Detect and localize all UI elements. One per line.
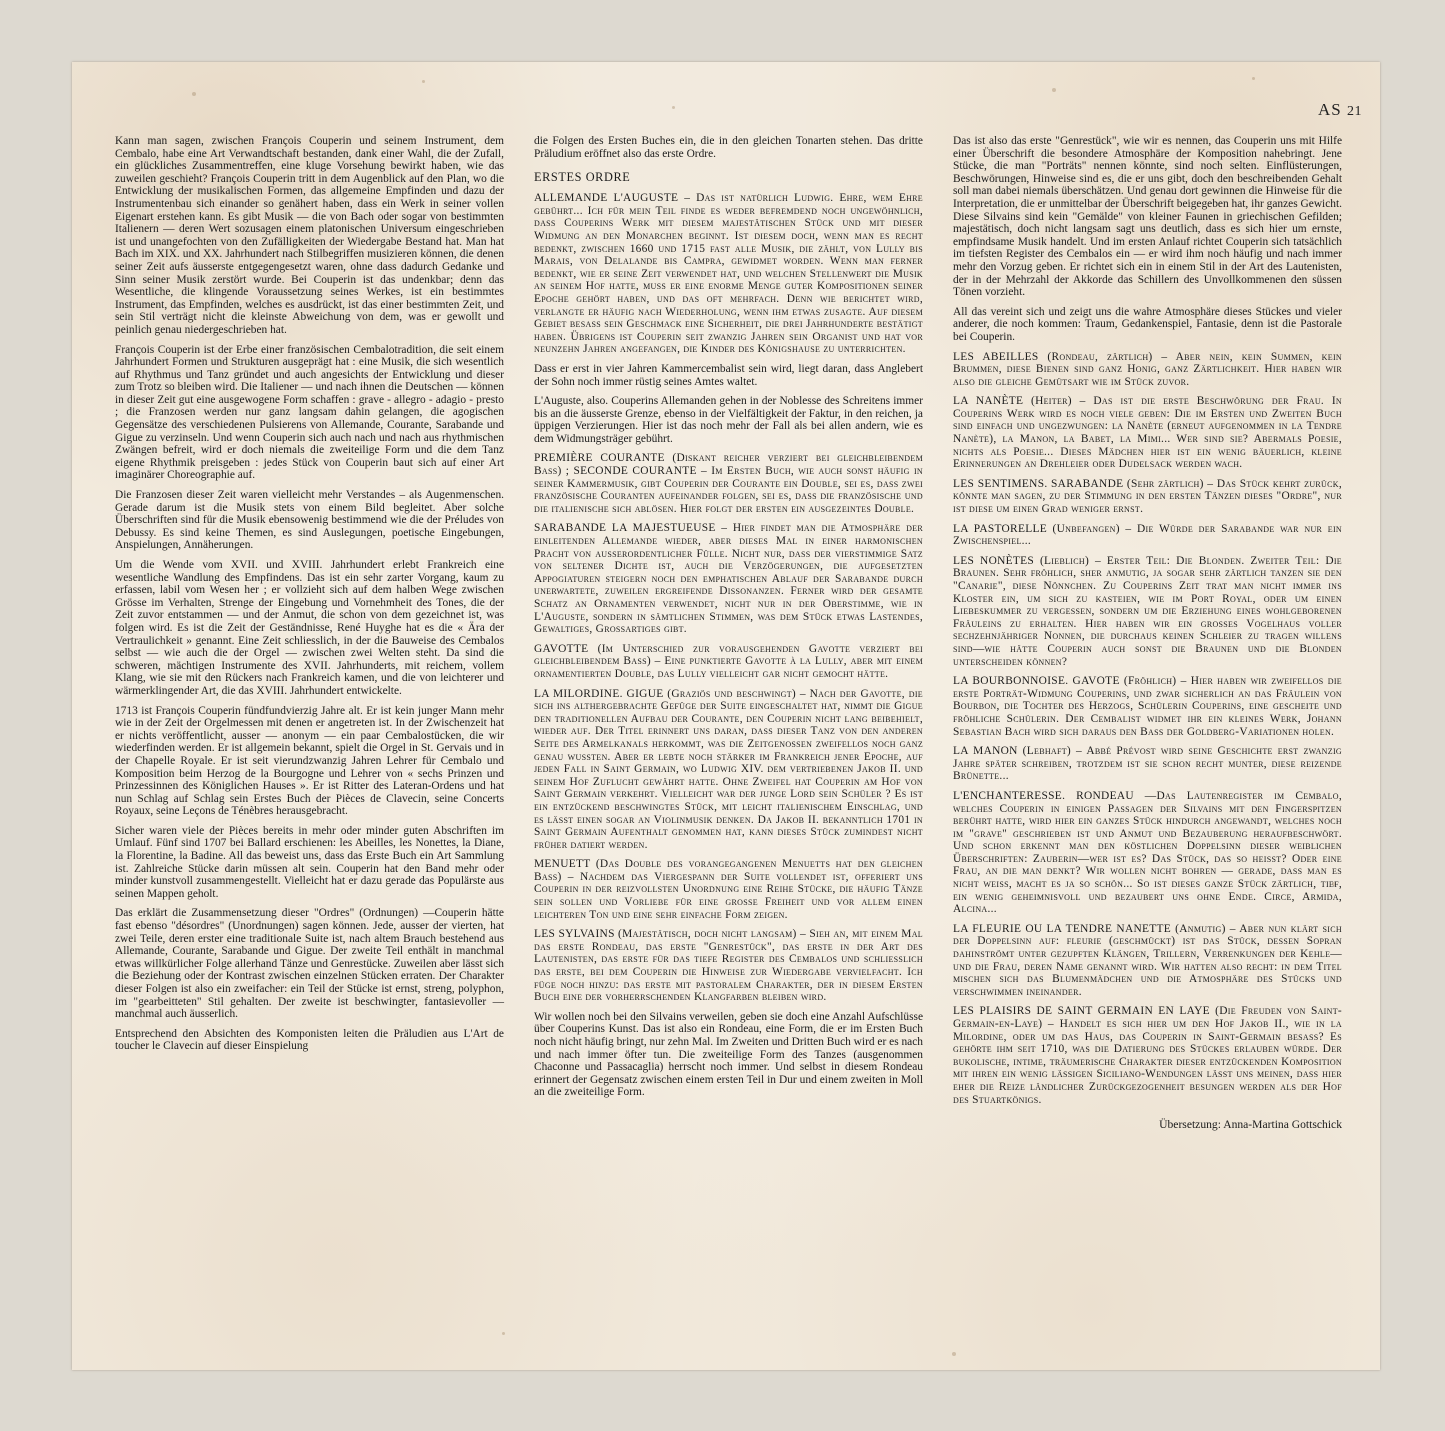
paragraph: L'ENCHANTERESSE. RONDEAU —Das Lautenregister im Cembalo, welches Couperin in einigen Passagen der Silvains mit den Fingerspitzen berührt hatte, wird hier ein ganzes Stück hindurch angewandt, welches noch im "grave" geschrieben ist und Anmut und Bezauberung heraufbeschwört. Und schon erkennt man den köstlichen Doppelsinn dieser weiblichen Überschriften: Zauberin—wer ist es? Das Stück, das so heisst? Oder eine Frau, an die man denkt? Wir wollen nicht bohren — gerade, dass man es nicht weiss, macht es ja so schön... So ist dieses ganze Stück zärtlich, tief, ein wenig geheimnisvoll und bezaubert uns ohne Ende. Circe, Armida, Alcina... <box>953 789 1342 916</box>
text-columns <box>115 135 1343 1131</box>
paragraph: LA PASTORELLE (Unbefangen) – Die Würde der Sarabande war nur ein Zwischenspiel... <box>953 522 1342 548</box>
paragraph: Das erklärt die Zusammensetzung dieser "Ordres" (Ordnungen) —Couperin hätte fast ebenso "désordres" (Unordnungen) sagen können. Jede, ausser der vierten, hat zwei Teile, deren erster eine traditionale Suite ist, nach altem Brauch bestehend aus Allemande, Courante, Sarabande und Gigue. Der zweite Teil enthält in manchmal etwas willkürlicher Folge allerhand Tänze und Genrestücke. Zuweilen aber lässt sich die Beziehung oder der Kontrast zwischen einzelnen Stücken erraten. Der Charakter dieser Folgen ist also ein zweifacher: ein Teil der Stücke ist ernst, streng, polyphon, im "gearbeitteten" Stil gehalten. Der zweite ist beschwingter, fantasievoller — manchmal auch äusserlich. <box>115 907 504 1021</box>
paragraph: GAVOTTE (Im Unterschied zur vorausgehenden Gavotte verziert bei gleichbleibendem Bass) – Eine punktierte Gavotte à la Lully, aber mit einem ornamentierten Double, das Lully vielleicht gar nicht gemocht hätte. <box>534 642 923 680</box>
paragraph: PREMIÈRE COURANTE (Diskant reicher verziert bei gleichbleibendem Bass) ; SECONDE COURANTE – Im Ersten Buch, wie auch sonst häufig in seiner Kammermusik, gibt Couperin der Courante ein Double, sei es, dass zwei französische Couranten aufeinander folgen, sei es, dass die französische und die italienische sich ablösen. Hier folgt der ersten ein ausgezeintes Double. <box>534 452 923 515</box>
paragraph: SARABANDE LA MAJESTUEUSE – Hier findet man die Atmosphäre der einleitenden Allemande wieder, aber dieses Mal in einer harmonischen Pracht von ausserordentlicher Fülle. Nicht nur, dass der vierstimmige Satz von seltener Dichte ist, auch die Verzögerungen, die aufgesetzten Appogiaturen steigern noch den emphatischen Ablauf der Sarabande durch unerwartete, zuweilen ergreifende Dissonanzen. Ferner wird der gesamte Schatz an Ornamenten verwendet, nicht nur in der Oberstimme, wie in L'Auguste, sondern in sämtlichen Stimmen, was dem Stück etwas Lastendes, Gewaltiges, Grossartiges gibt. <box>534 522 923 636</box>
paragraph: Um die Wende vom XVII. und XVIII. Jahrhundert erlebt Frankreich eine wesentliche Wandlung des Empfindens. Das ist ein sehr zarter Vorgang, kaum zu erfassen, labil vom Wesen her ; er vollzieht sich auf dem halben Wege zwischen Grösse im Verhalten, Strenge der Eingebung und Vornehmheit des Tones, die der Zeit zuvor entstammen — und der Anmut, die schon von dem gezeichnet ist, was folgen wird. Es ist die Zeit der Geständnisse, René Huyghe hat es die « Ära der Vertraulichkeit » genannt. Eine Zeit schliesslich, in der die Bauweise des Cembalos selbst — wie auch die der Orgel — zwischen zwei Welten steht. Da sind die schweren, mächtigen Instrumente des XVII. Jahrhunderts, mit reichem, vollem Klang, wie sie mit den Rückers nach Frankreich kamen, und die von leichterer und wärmerklingender Art, die das XVIII. Jahrhundert entwickelte. <box>115 559 504 697</box>
paragraph: LES ABEILLES (Rondeau, zärtlich) – Aber nein, kein Summen, kein Brummen, diese Bienen sind ganz Honig, ganz Zärtlichkeit. Hier haben wir also die gleiche Gemütsart wie im Stück zuvor. <box>953 350 1342 388</box>
paragraph: LES SENTIMENS. SARABANDE (Sehr zärtlich) – Das Stück kehrt zurück, könnte man sagen, zu der Stimmung in den ersten Tänzen dieses "Ordre", nur ist diese um einen Grad weniger ernst. <box>953 477 1342 516</box>
paragraph: die Folgen des Ersten Buches ein, die in den gleichen Tonarten stehen. Das dritte Präludium eröffnet also das erste Ordre. <box>534 135 923 160</box>
scanned-page <box>72 62 1380 1370</box>
paragraph: L'Auguste, also. Couperins Allemanden gehen in der Noblesse des Schreitens immer bis an die äusserste Grenze, ebenso in der Vielfältigkeit der Faktur, in den reichen, ja üppigen Verzierungen. Hier ist das noch mehr der Fall als bei allen andern, wie es dem Widmungsträger gebührt. <box>534 395 923 445</box>
column-1 <box>115 135 504 1131</box>
paragraph: LA FLEURIE OU LA TENDRE NANETTE (Anmutig) – Aber nun klärt sich der Doppelsinn auf: fleurie (geschmückt) ist das Stück, dessen Sopran dahinströmt unter gezupften Klängen, Trillern, Verrenkungen der Kehle—und die Frau, deren Name genannt wird. Wir hatten also recht: in dem Titel mischen sich das Blumenmädchen und die Atmosphäre des Stücks und verschwimmen ineinander. <box>953 922 1342 998</box>
paragraph: Sicher waren viele der Pièces bereits in mehr oder minder guten Abschriften im Umlauf. Fünf sind 1707 bei Ballard erschienen: les Abeilles, les Nonettes, la Diane, la Florentine, la Badine. All das beweist uns, dass das Erste Buch ein Art Sammlung ist. Zahlreiche Stücke darin müssen alt sein. Couperin hat den Band mehr oder minder kunstvoll zusammengestellt. Vielleicht hat er dazu gerade das Populärste aus seinen Mappen geholt. <box>115 824 504 900</box>
folio-label: AS <box>1318 100 1342 119</box>
paragraph: LA MILORDINE. GIGUE (Graziös und beschwingt) – Nach der Gavotte, die sich ins althergebrachte Gefüge der Suite eingeschaltet hat, nimmt die Gigue den traditionellen Aufbau der Courante, den Couperin nicht lang beibehielt, wieder auf. Der Titel erinnert uns daran, dass dieser Tanz von den anderen Seite des Armelkanals herkommt, was die Zeitgenossen zweifellos noch ganz genau wussten. Aber er lebte noch stärker im Frankreich jener Epoche, auf jeden Fall in Saint Germain, wo Ludwig XIV. dem vertriebenen Jakob II. und seinem Hof Zuflucht gewährt hatte. Ohne Zweifel hat Couperin am Hof von Saint Germain verkehrt. Vielleicht war der junge Lord sein Schüler ? Es ist ein entzückend beschwingtes Stück, mit leicht italienischem Einschlag, und es lässt einen sogar an Violinmusik denken. Da Jakob II. bekanntlich 1701 in Saint Germain Aufenthalt genommen hat, kann dieses Stück zumindest nicht früher datiert werden. <box>534 687 923 851</box>
paragraph: Entsprechend den Absichten des Komponisten leiten die Präludien aus L'Art de toucher le Clavecin auf dieser Einspielung <box>115 1027 504 1053</box>
paragraph: LA NANÈTE (Heiter) – Das ist die erste Beschwörung der Frau. In Couperins Werk wird es noch viele geben: Die im Ersten und Zweiten Buch sind einfach und ungezwungen: la Nanète (erneut aufgenommen in la Tendre Nanète), la Manon, la Babet, la Mimi... Wer sind sie? Abermals Poesie, nichts als Poesie... Dieses Mädchen hier ist ein wenig bäuerlich, kleine Erinnerungen an Drehleier oder Dudelsack werden wach. <box>953 395 1342 471</box>
paragraph: ALLEMANDE L'AUGUSTE – Das ist natürlich Ludwig. Ehre, wem Ehre gebührt... Ich für mein Teil finde es weder befremdend noch ungewöhnlich, dass Couperins Werk mit diesem majestätischen Stück und mit dieser Widmung an den Monarchen beginnt. Ist diesem doch, wenn man es recht bedenkt, zwischen 1660 und 1715 fast alle Musik, die zählt, von Lully bis Marais, von Delalande bis Campra, gewidmet worden. Wenn man ferner bedenkt, wie er seine Zeit verwendet hat, und welchen Stellenwert die Musik an seinem Hof hatte, muss er eine enorme Menge guter Kompositionen seiner Epoche gehört haben, und das oft mehrfach. Denn wie berichtet wird, verlangte er häufig nach Wiederholung, wenn ihm etwas zusagte. Auf diesem Gebiet besass sein Geschmack eine Sicherheit, die drei Jahrhunderte bestätigt haben. Übrigens ist Couperin seit zwanzig Jahren sein Organist und hat vor neunzehn Jahren angefangen, die Kinder des Königshause zu unterrichten. <box>534 192 923 356</box>
section-heading-erstes-ordre: ERSTES ORDRE <box>534 170 631 185</box>
paragraph: LA BOURBONNOISE. GAVOTE (Fröhlich) – Hier haben wir zweifellos die erste Porträt-Widmung Couperins, und zwar sicherlich an das Fräulein von Bourbon, die Tochter des Herzogs, Schülerin Couperins, eine gescheite und fröhliche Schülerin. Der Cembalist widmet ihr ein kleines Werk, Johann Sebastian Bach wird sich daraus den Bass der Goldberg-Variationen holen. <box>953 675 1342 738</box>
paragraph: Die Franzosen dieser Zeit waren vielleicht mehr Verstandes – als Augenmenschen. Gerade darum ist die Musik stets von einem Bild begleitet. Aber solche Überschriften sind für die Musik ebensowenig bestimmend wie die der Préludes von Debussy. Es sind keine Themen, es sind Auslegungen, poetische Eingebungen, Anspielungen, Annäherungen. <box>115 489 504 552</box>
paragraph: All das vereint sich und zeigt uns die wahre Atmosphäre dieses Stückes und vieler anderer, die noch kommen: Traum, Gedankenspiel, Fantasie, denn ist die Pastorale bei Couperin. <box>953 305 1342 343</box>
paragraph: LES NONÈTES (Lieblich) – Erster Teil: Die Blonden. Zweiter Teil: Die Braunen. Sehr fröhlich, sher anmutig, ja sogar sehr zärtlich tanzen sie den "Canarie", diese Nönnchen. Zu Couperins Zeit trat man nicht immer ins Kloster ein, um sich zu kasteien, wie im Port Royal, oder um einen Liebeskummer zu vergessen, sondern um die Erziehung eines wohlgeborenen Fräuleins zu erhalten. Hier haben wir ein grosses Vogelhaus voller sechzehnjähriger Nonnen, die durchaus keinen Schleier zu tragen willens sind—wie hätte Couperin auch sonst die Braunen und die Blonden unterscheiden können? <box>953 554 1342 668</box>
paragraph: Das ist also das erste "Genrestück", wie wir es nennen, das Couperin uns mit Hilfe einer Überschrift die besondere Atmosphäre der Komposition nahebringt. Jene Stücke, die man "Porträts" nennen könnte, sind noch selten. Einflüsterungen, Beschwörungen, Hinweise sind es, die er uns gibt, doch den beschreibenden Gehalt soll man dabei niemals überschätzen. Und genau dort gewinnen die Hinweise für die Interpretation, die er unmittelbar der Überschrift beigegeben hat, ihr ganzes Gewicht. Diese Silvains sind kein "Gemälde" von kleiner Faunen in griechischen Gefilden; majestätisch, doch nicht langsam sagt uns deutlich, dass es sich hier um ernste, empfindsame Musik handelt. Und im ersten Anlauf richtet Couperin sich tatsächlich im tiefsten Register des Cembalos ein — er wird ihm noch häufig und nach immer mehr den Vorzug geben. Er richtet sich ein in einem Stil in der Art des Lautenisten, der in der Mehrzahl der Akkorde das Schillern des Unvollkommenen den süssen Tönen vorzieht. <box>953 135 1342 299</box>
paragraph: Kann man sagen, zwischen François Couperin und seinem Instrument, dem Cembalo, habe eine Art Verwandtschaft bestanden, dank einer Wahl, die der Zufall, ein glückliches Zusammentreffen, eine kluge Vorsehung bewirkt haben, wie das zuweilen geschieht? François Couperin tritt in dem Augenblick auf den Plan, wo die Entwicklung der musikalischen Formen, das allgemeine Empfinden und dazu der Instrumentenbau sich einander so genähert haben, dass ein Werk in seiner vollen Eigenart erstehen kann. Es gibt Musik — die von Bach oder sogar von bestimmten Italienern — deren Wert sozusagen einem platonischen Universum eingeschrieben ist und unangefochten von den Zufälligkeiten der Wiedergabe Bestand hat. Man hat Bach im XIX. und XX. Jahrhundert nach Stilbegriffen musizieren können, die denen seiner Zeit aufs äusserste entgegengesetzt waren, ohne dass dadurch Gedanke und Sinn seiner Musik zerstört wurde. Bei Couperin ist das undenkbar; denn das Wesentliche, die klingende Voraussetzung seines Werkes, ist ein bestimmtes Instrument, das Empfinden, welches es ausdrückt, ist das einer bestimmten Zeit, und sein Stil verträgt nicht die kleinste Abweichung von dem, was er gewollt und peinlich genau niedergeschrieben hat. <box>115 135 504 336</box>
paragraph: LA MANON (Lebhaft) – Abbé Prévost wird seine Geschichte erst zwanzig Jahre später schreiben, trotzdem ist sie schon recht munter, diese reizende Brünette... <box>953 745 1342 783</box>
paragraph: MENUETT (Das Double des vorangegangenen Menuetts hat den gleichen Bass) – Nachdem das Viergespann der Suite vollendet ist, offeriert uns Couperin in der reizvollsten Unordnung eine Reihe Stücke, die häufig Tänze sein sollen und Vorliebe für eine grosse Freiheit und vor allem einen leichteren Ton und eine sehr einfache Form zeigen. <box>534 858 923 921</box>
paragraph: Wir wollen noch bei den Silvains verweilen, geben sie doch eine Anzahl Aufschlüsse über Couperins Kunst. Das ist also ein Rondeau, eine Form, die er im Ersten Buch noch nicht häufig bringt, nur zehn Mal. Im Zweiten und Dritten Buch wird er es nach und nach immer öfter tun. Die zweiteilige Form des Tanzes (ausgenommen Chaconne und Passacaglia) herrscht noch immer. Und selbst in diesem Rondeau erinnert der Gegensatz zwischen einem ersten Teil in Dur und einem zweiten in Moll an die zweiteilige Form. <box>534 1010 923 1099</box>
paragraph: 1713 ist François Couperin fündfundvierzig Jahre alt. Er ist kein junger Mann mehr wie in der Zeit der Orgelmessen mit denen er angetreten ist. In der Zwischenzeit hat er nichts veröffentlicht, ausser — anonym — ein paar Cembalostücken, die wir wiederfinden werden. Er ist allgemein bekannt, spielt die Orgel in St. Gervais und in der Chapelle Royale. Er ist seit vierundzwanzig Jahren Lehrer für Cembalo und Komposition beim Herzog de la Bourgogne und Lehrer von « sechs Prinzen und Prinzessinnen des Königlichen Hauses ». Er ist Ritter des Lateran-Ordens und hat nun Schlag auf Schlag sein Erstes Buch der Pièces de Clavecin, seine Concerts Royaux, seine Leçons de Ténèbres herausgebracht. <box>115 704 504 818</box>
paragraph: LES SYLVAINS (Majestätisch, doch nicht langsam) – Sieh an, mit einem Mal das erste Rondeau, das erste "Genrestück", das erste in der Art des Lautenisten, das erste für das tiefe Register des Cembalos und schliesslich das erste, bei dem Couperin die Hinweise zur Wiedergabe vervielfacht. Ich füge noch hinzu: das erste mit pastoralem Charakter, der in diesem Ersten Buch eine der vorherrschenden Klangfarben bleiben wird. <box>534 928 923 1004</box>
page-folio <box>1318 100 1362 120</box>
paragraph: Dass er erst in vier Jahren Kammercembalist sein wird, liegt daran, dass Anglebert der Sohn noch immer rüstig seines Amtes waltet. <box>534 362 923 388</box>
paragraph: François Couperin ist der Erbe einer französischen Cembalotradition, die seit einem Jahrhundert Formen und Strukturen ausgeprägt hat : eine Musik, die sich wesentlich auf Rhythmus und Tanz gründet und auch angesichts der Entwicklung und dieser zum Trotz so bleiben wird. Die Italiener — und nach ihnen die Deutschen — können in dieser Zeit gut eine ausgewogene Form schaffen : grave - allegro - adagio - presto ; die Franzosen werden nur ganz langsam dahin gelangen, die agogischen Gegensätze des verschiedenen Pulsierens von Allemande, Courante, Sarabande und Gigue zu verzinseln. Und wenn Couperin sich auch nach und nach aus rhythmischen Zwängen befreit, wird er doch niemals die zweiteilige Form und die dem Tanz eigene Rhythmik preisgeben : jedes Stück von Couperin baut sich auf einer Art imaginärer Choreographie auf. <box>115 343 504 482</box>
translator-credit: Übersetzung: Anna-Martina Gottschick <box>1159 1118 1342 1132</box>
folio-number: 21 <box>1347 104 1362 119</box>
paragraph: LES PLAISIRS DE SAINT GERMAIN EN LAYE (Die Freuden von Saint-Germain-en-Laye) – Handelt es sich hier um den Hof Jakob II., wie in la Milordine, oder um das Haus, das Couperin in Saint-Germain besass? Es gehörte ihm seit 1710, was die Datierung des Stückes erlauben würde. Der bukolische, intime, träumerische Charakter dieser entzückenden Komposition mit ihren ein wenig lässigen Siciliano-Wendungen lässt uns meinen, dass hier eher die Reize ländlicher Zurückgezogenheit besungen werden als der Hof des Stuartkönigs. <box>953 1005 1342 1106</box>
column-3 <box>953 135 1342 1131</box>
column-2 <box>534 135 923 1131</box>
